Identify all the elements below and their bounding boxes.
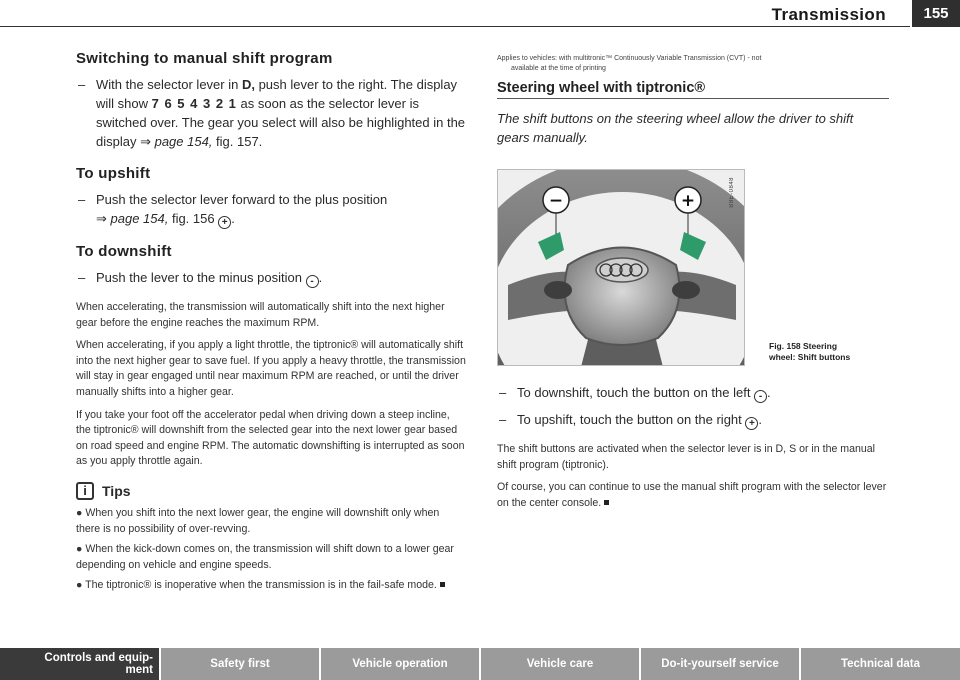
footer-tab-controls[interactable]: Controls and equip- ment (0, 648, 161, 680)
tips-header (76, 482, 466, 500)
upshift-item: – Push the selector lever forward to the plus position ⇒ page 154, fig. 156 + . (78, 192, 388, 228)
minus-button-label: − (548, 191, 564, 211)
left-column (76, 50, 466, 599)
paragraph-incline: If you take your foot off the accelerator pedal when driving down a steep incline, the tiptronic® will downshift from the selected gear into the next lower gear based on road speed and engine RPM. The automatic downshifting is interrupted as soon as you apply throttle again. (76, 408, 465, 468)
applies-note: Applies to vehicles: with multitronic™ Continuously Variable Transmission (CVT) - not available at the time of printing (497, 55, 762, 72)
footer-tab-technical-data[interactable]: Technical data (801, 648, 960, 680)
lead-text: The shift buttons on the steering wheel allow the driver to shift gears manually. (497, 111, 854, 145)
section-title: Steering wheel with tiptronic® (497, 80, 889, 99)
figure-code: B8E-0848 (729, 177, 735, 208)
page-ref-link[interactable]: ⇒ page 154, (96, 211, 169, 226)
right-upshift-item: – To upshift, touch the button on the right + . (499, 412, 763, 429)
footer-nav (0, 648, 960, 680)
tip-item: ● When you shift into the next lower gear, the engine will downshift only when there is no possibility of over-revving. (76, 506, 440, 535)
page-ref-link[interactable]: ⇒ page 154, (140, 134, 213, 149)
paragraph-light-throttle: When accelerating, if you apply a light throttle, the tiptronic® will automatically shift into the next higher gear to save fuel. If you apply a heavy throttle, the transmission will stay in gear engaged until near maximum RPM are reached, or until the driver manually shifts into a higher gear. (76, 339, 466, 398)
upshift-heading: To upshift (76, 165, 151, 182)
right-downshift-item: – To downshift, touch the button on the left - . (499, 385, 771, 402)
plus-button-label: + (680, 191, 696, 211)
plus-symbol-icon: + (745, 417, 758, 430)
end-mark-icon (440, 582, 445, 587)
paragraph-auto-shift: When accelerating, the transmission will automatically shift into the next higher gear before the engine reaches the maximum RPM. (76, 301, 445, 329)
header-rule (0, 26, 910, 27)
figure-caption: Fig. 158 Steering wheel: Shift buttons (769, 341, 851, 362)
page-number: 155 (912, 0, 960, 27)
chapter-title: Transmission (771, 5, 886, 24)
manual-heading: Switching to manual shift program (76, 50, 333, 67)
minus-symbol-icon: - (754, 390, 767, 403)
end-mark-icon (604, 500, 609, 505)
footer-tab-safety[interactable]: Safety first (161, 648, 321, 680)
info-icon: i (76, 482, 94, 500)
figure-158 (497, 169, 889, 369)
manual-item: – With the selector lever in D, push lever to the right. The display will show 7 6 5 4 3 2 1 as soon as the selector lever is switched over. The gear you select will also be highlighted in the display ⇒ page 154, fig. 157. (78, 77, 466, 149)
downshift-heading: To downshift (76, 243, 172, 260)
footer-tab-vehicle-care[interactable]: Vehicle care (481, 648, 641, 680)
tips-heading: Tips (102, 482, 131, 499)
minus-symbol-icon: - (306, 275, 319, 288)
plus-symbol-icon: + (218, 216, 231, 229)
right-column (497, 54, 889, 511)
footer-tab-diy-service[interactable]: Do-it-yourself service (641, 648, 801, 680)
tip-item: ● The tiptronic® is inoperative when the transmission is in the fail-safe mode. (76, 578, 466, 594)
steering-wheel-icon (498, 170, 745, 366)
paragraph-center-console: Of course, you can continue to use the manual shift program with the selector lever on the center console. (497, 481, 887, 509)
downshift-item: – Push the lever to the minus position - . (78, 270, 323, 287)
steering-wheel-image (497, 169, 745, 366)
paragraph-activation: The shift buttons are activated when the selector lever is in D, S or in the manual shift program (tiptronic). (497, 443, 876, 471)
tip-item: ● When the kick-down comes on, the transmission will shift down to a lower gear depending on vehicle and engine speeds. (76, 543, 454, 571)
footer-tab-vehicle-operation[interactable]: Vehicle operation (321, 648, 481, 680)
